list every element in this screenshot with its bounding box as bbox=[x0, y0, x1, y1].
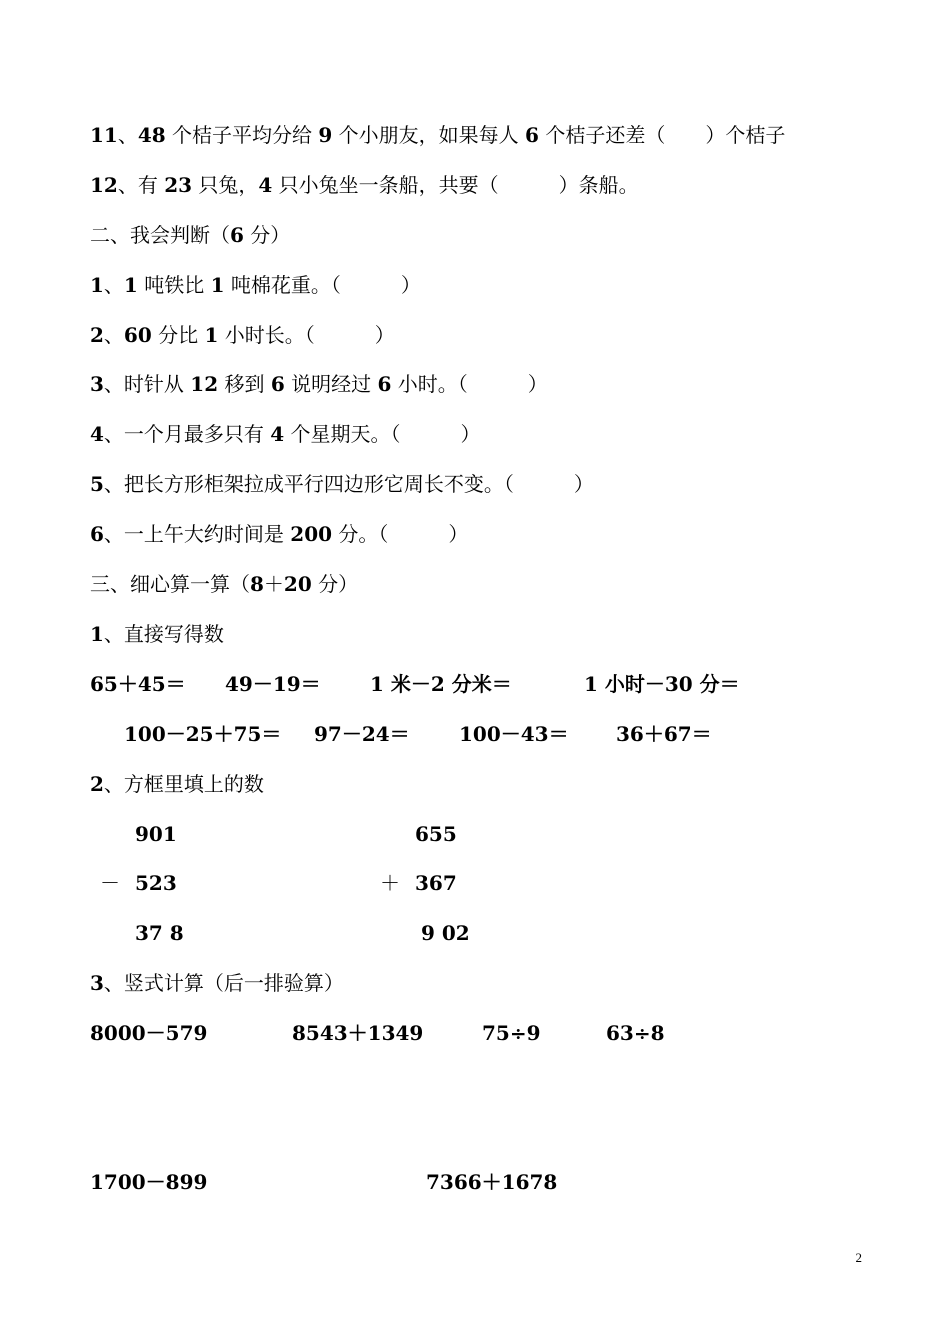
plus-sign: ＋ bbox=[380, 871, 400, 895]
mental-calc: 49－19＝ bbox=[225, 672, 321, 696]
part-1-title: 1、直接写得数 bbox=[90, 622, 224, 646]
minus-sign: － bbox=[100, 871, 120, 895]
mental-calc: 100－25＋75＝ bbox=[124, 722, 282, 746]
judge-item-4: 4、一个月最多只有 4 个星期天。（ ） bbox=[90, 422, 481, 446]
written-calc: 63÷8 bbox=[606, 1021, 665, 1045]
written-calc: 7366＋1678 bbox=[426, 1170, 558, 1194]
addend-bottom: 367 bbox=[415, 871, 457, 895]
minuend: 901 bbox=[135, 822, 177, 846]
page-number: 2 bbox=[855, 1250, 862, 1265]
mental-calc: 97－24＝ bbox=[314, 722, 410, 746]
difference: 37 8 bbox=[135, 921, 184, 945]
addend-top: 655 bbox=[415, 822, 457, 846]
judge-item-6: 6、一上午大约时间是 200 分。（ ） bbox=[90, 522, 469, 546]
written-calc: 75÷9 bbox=[482, 1021, 541, 1045]
part-3-title: 3、竖式计算（后一排验算） bbox=[90, 971, 344, 995]
question-11: 11、48 个桔子平均分给 9 个小朋友，如果每人 6 个桔子还差（ ）个桔子 bbox=[90, 123, 786, 147]
judge-item-5: 5、把长方形柜架拉成平行四边形它周长不变。（ ） bbox=[90, 472, 594, 496]
mental-calc: 65＋45＝ bbox=[90, 672, 186, 696]
judge-item-3: 3、时针从 12 移到 6 说明经过 6 小时。（ ） bbox=[90, 372, 548, 396]
judge-item-2: 2、60 分比 1 小时长。（ ） bbox=[90, 323, 395, 347]
written-calc: 8543＋1349 bbox=[292, 1021, 424, 1045]
section-3-heading: 三、细心算一算（8＋20 分） bbox=[90, 572, 359, 596]
mental-calc: 100－43＝ bbox=[459, 722, 569, 746]
sum: 9 02 bbox=[421, 921, 470, 945]
judge-item-1: 1、1 吨铁比 1 吨棉花重。（ ） bbox=[90, 273, 421, 297]
section-2-heading: 二、我会判断（6 分） bbox=[90, 223, 291, 247]
mental-calc: 1 小时－30 分＝ bbox=[584, 672, 740, 696]
part-2-title: 2、方框里填上的数 bbox=[90, 772, 264, 796]
question-12: 12、有 23 只兔，4 只小兔坐一条船，共要（ ）条船。 bbox=[90, 173, 639, 197]
written-calc: 1700－899 bbox=[90, 1170, 208, 1194]
mental-calc: 36＋67＝ bbox=[616, 722, 712, 746]
written-calc: 8000－579 bbox=[90, 1021, 208, 1045]
subtrahend: 523 bbox=[135, 871, 177, 895]
mental-calc: 1 米－2 分米＝ bbox=[370, 672, 512, 696]
